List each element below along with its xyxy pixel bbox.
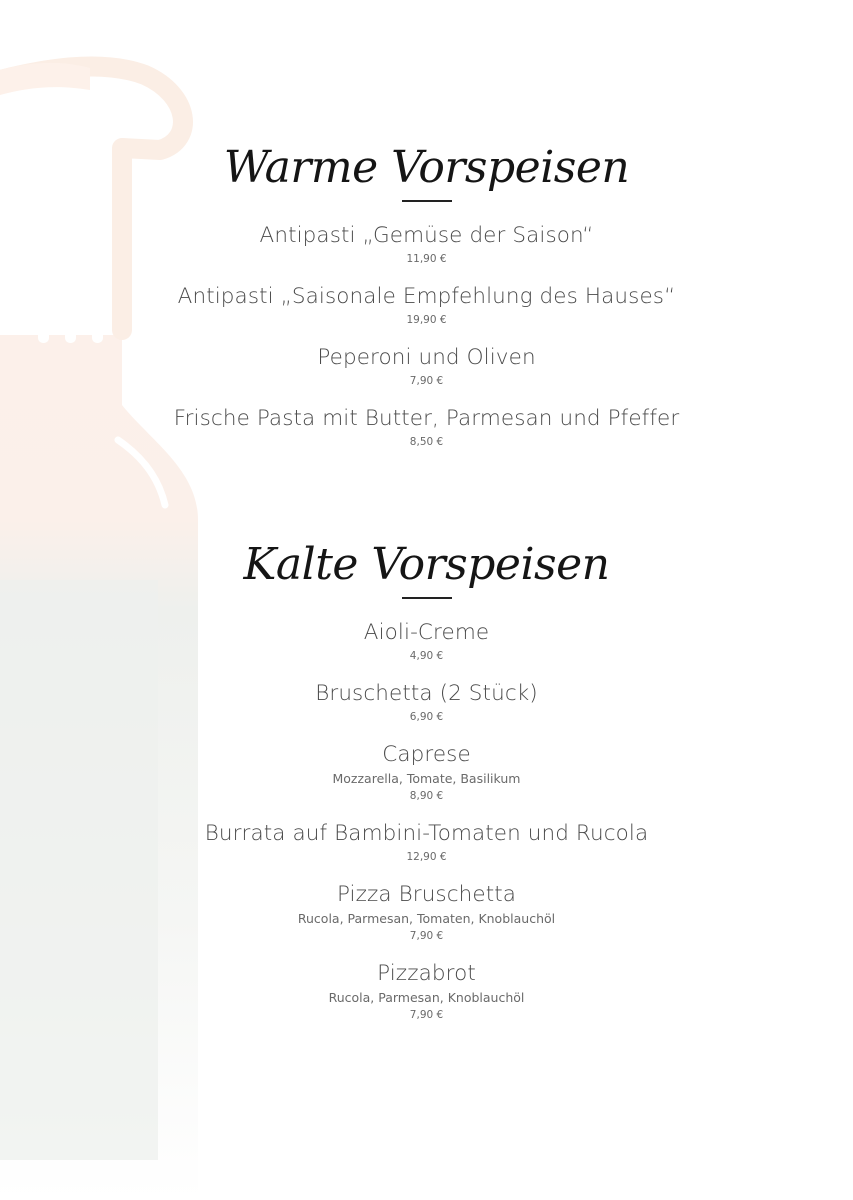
item-description: Rucola, Parmesan, Tomaten, Knoblauchöl [297, 911, 556, 926]
item-name: Frische Pasta mit Butter, Parmesan und Pfeffer [173, 406, 680, 431]
menu-item [0, 344, 853, 389]
item-description: Mozzarella, Tomate, Basilikum [332, 771, 521, 786]
item-list [0, 222, 853, 450]
section-title: Kalte Vorspeisen [243, 539, 610, 590]
title-underline [402, 200, 452, 202]
item-price: 12,90 € [406, 851, 447, 863]
item-name: Pizza Bruschetta [336, 882, 517, 907]
item-name: Antipasti „Gemüse der Saison“ [259, 223, 594, 248]
item-name: Caprese [382, 742, 471, 767]
item-price: 4,90 € [409, 650, 444, 662]
item-description: Rucola, Parmesan, Knoblauchöl [328, 990, 525, 1005]
item-name: Pizzabrot [377, 961, 476, 986]
menu-item [0, 741, 853, 804]
menu-item [0, 619, 853, 664]
menu-item [0, 222, 853, 267]
menu-item [0, 881, 853, 944]
menu-item [0, 405, 853, 450]
item-price: 19,90 € [406, 314, 447, 326]
title-underline [402, 597, 452, 599]
section-warme-vorspeisen [0, 136, 853, 466]
item-price: 11,90 € [406, 253, 447, 265]
menu-item [0, 820, 853, 865]
menu-item [0, 283, 853, 328]
item-price: 8,90 € [409, 790, 444, 802]
menu-item [0, 960, 853, 1023]
item-name: Burrata auf Bambini-Tomaten und Rucola [204, 821, 649, 846]
item-name: Antipasti „Saisonale Empfehlung des Hauses“ [177, 284, 676, 309]
section-title: Warme Vorspeisen [223, 142, 630, 193]
section-kalte-vorspeisen [0, 533, 853, 1039]
item-price: 6,90 € [409, 711, 444, 723]
item-list [0, 619, 853, 1023]
item-price: 7,90 € [409, 375, 444, 387]
item-price: 8,50 € [409, 436, 444, 448]
item-name: Peperoni und Oliven [317, 345, 536, 370]
item-name: Aioli-Creme [363, 620, 490, 645]
item-price: 7,90 € [409, 930, 444, 942]
item-price: 7,90 € [409, 1009, 444, 1021]
menu-item [0, 680, 853, 725]
item-name: Bruschetta (2 Stück) [315, 681, 538, 706]
